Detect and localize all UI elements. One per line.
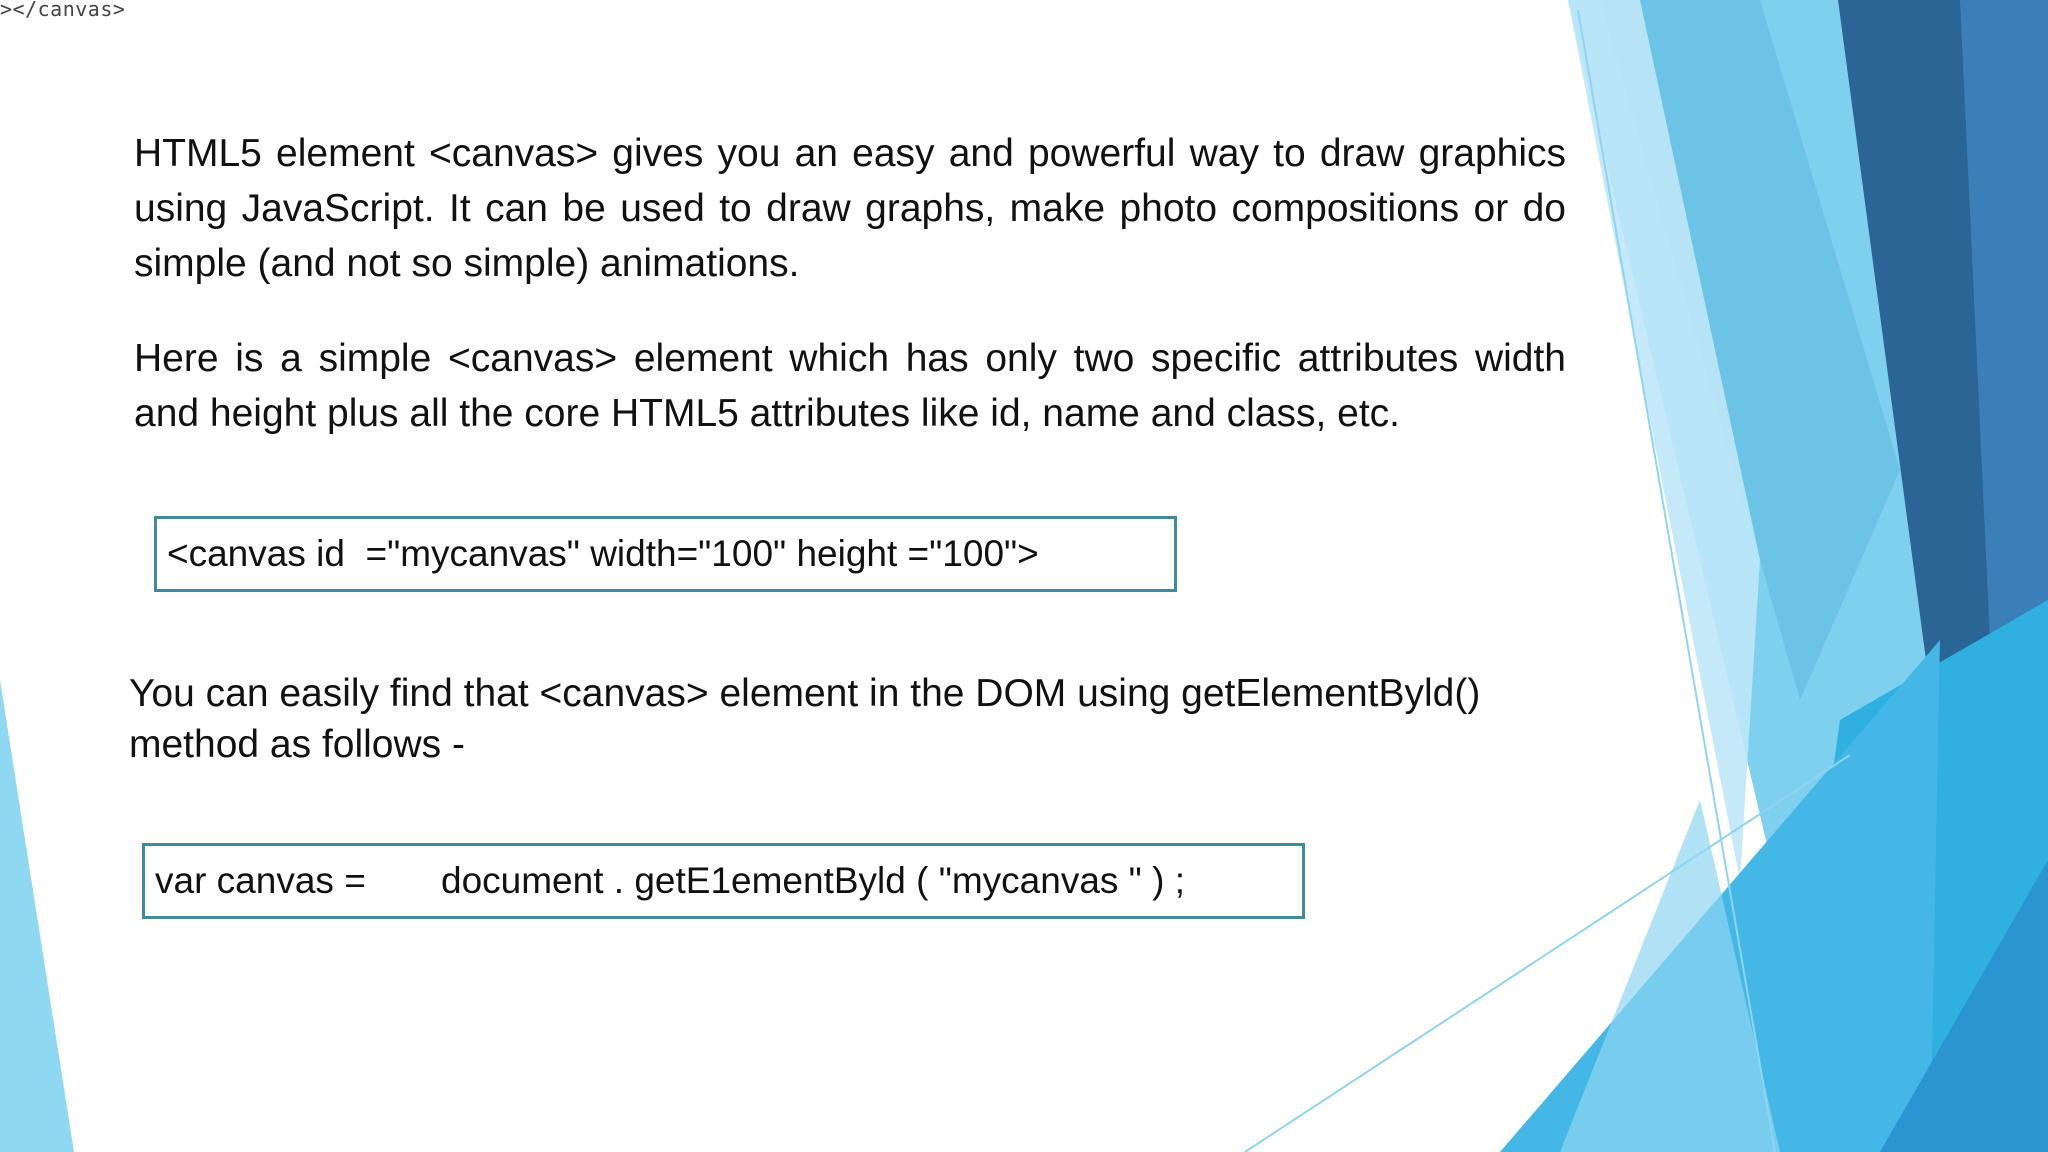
- canvas-tag-code-box: [154, 516, 1177, 592]
- shard-left: [0, 680, 74, 1152]
- canvas-tag-code: <canvas id ="mycanvas" width="100" height ="100">: [167, 533, 1039, 574]
- get-element-code-box: [142, 843, 1305, 919]
- code-fragment: ></canvas>: [0, 0, 126, 21]
- attributes-paragraph: Here is a simple <canvas> element which has only two specific attributes width and height plus all the core HTML5 attributes like id, name and class, etc.: [134, 337, 1566, 435]
- intro-paragraph: HTML5 element <canvas> gives you an easy and powerful way to draw graphics using JavaScript. It can be used to draw graphs, make photo compositions or do simple (and not so simple) animations.: [134, 132, 1566, 285]
- dom-paragraph: You can easily find that <canvas> element in the DOM using getElementByld() method as follows -: [129, 672, 1481, 766]
- code-var-declaration: var canvas =: [155, 860, 377, 901]
- code-get-element-call: document . getE1ementByld ( "mycanvas " ) ;: [441, 860, 1185, 901]
